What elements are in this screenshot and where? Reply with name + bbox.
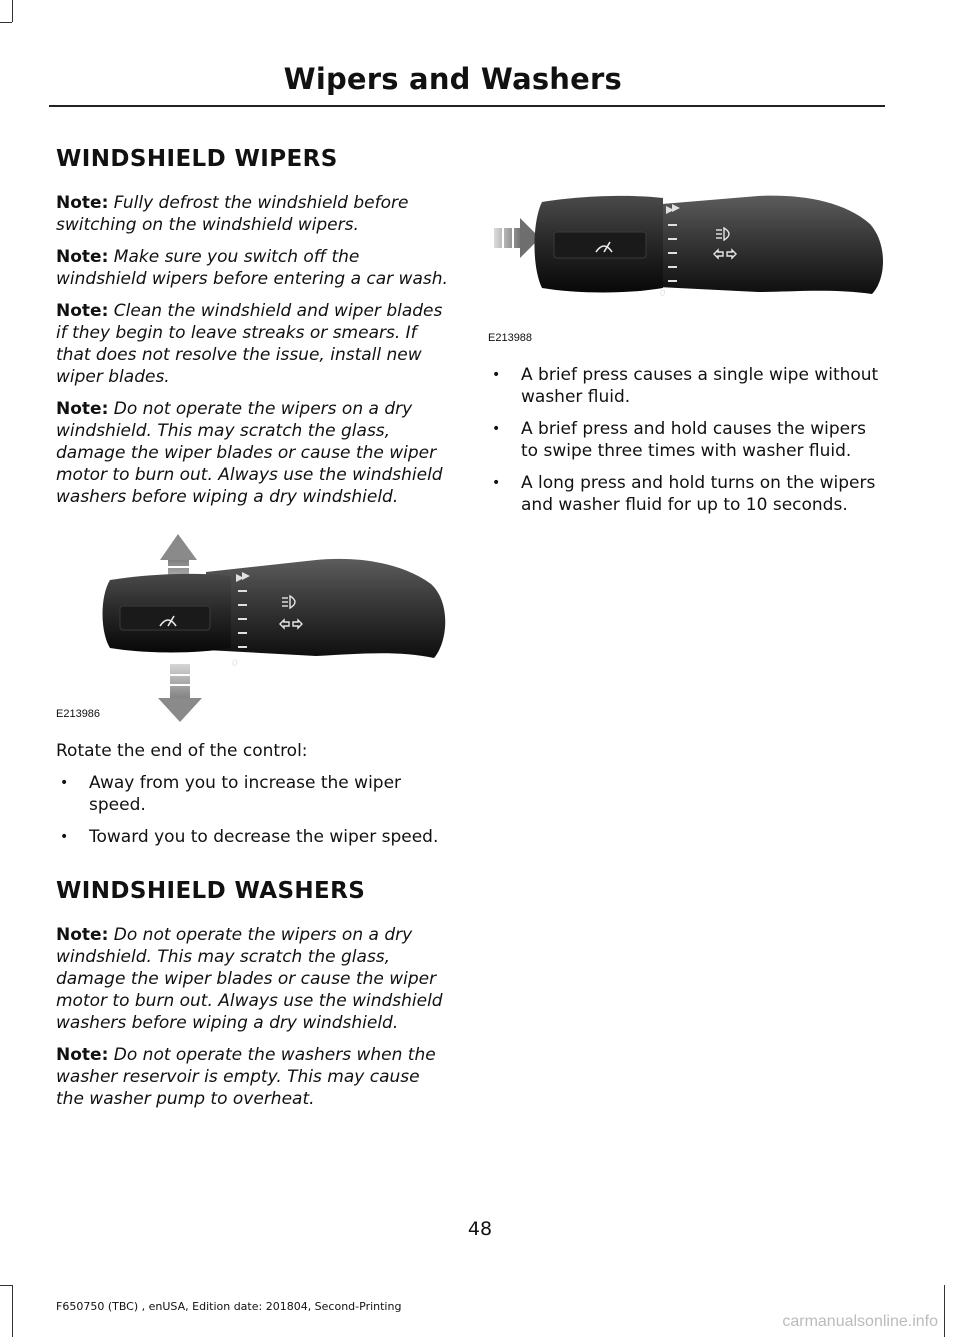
wiper-stalk-press-figure <box>488 188 888 346</box>
rotate-bullet-list <box>56 772 451 848</box>
zero-mark: 0 <box>660 288 666 298</box>
watermark: carmanualsonline.info <box>782 1313 938 1330</box>
wiper-stalk-illustration <box>56 532 451 724</box>
list-item: • A long press and hold turns on the wipers and washer fluid for up to 10 seconds. <box>488 472 888 516</box>
press-arrow-icon <box>494 218 540 258</box>
figure-code: E213986 <box>56 708 101 720</box>
crop-mark <box>12 0 13 22</box>
right-column <box>488 188 888 526</box>
note-text: Do not operate the wipers on a dry windshield. This may scratch the glass, damage the wiper blades or cause the wiper motor to burn out. Always use the windshield washers before wiping a dry windshield. <box>56 925 443 1033</box>
note <box>56 300 451 388</box>
note <box>56 192 451 236</box>
note-text: Do not operate the wipers on a dry windshield. This may scratch the glass, damage the wiper blades or cause the wiper motor to burn out. Always use the windshield washers before wiping a dry windshield. <box>56 399 443 507</box>
list-item: • A brief press and hold causes the wipers to swipe three times with washer fluid. <box>488 418 888 462</box>
note-label: Note: <box>56 301 109 321</box>
list-item: • A brief press causes a single wipe without washer fluid. <box>488 364 888 408</box>
rotate-intro: Rotate the end of the control: <box>56 741 308 761</box>
footer-edition: F650750 (TBC) , enUSA, Edition date: 201804, Second-Printing <box>56 1300 402 1313</box>
section-heading-wipers: WINDSHIELD WIPERS <box>56 146 338 172</box>
note-text: Fully defrost the windshield before switching on the windshield wipers. <box>56 193 409 235</box>
note <box>56 924 451 1034</box>
section-heading-washers: WINDSHIELD WASHERS <box>56 878 366 904</box>
note <box>56 1044 451 1110</box>
header-rule <box>49 105 885 107</box>
note-label: Note: <box>56 193 109 213</box>
crop-mark <box>0 1285 12 1286</box>
list-item: • Toward you to decrease the wiper speed. <box>56 826 451 848</box>
note-text: Clean the windshield and wiper blades if they begin to leave streaks or smears. If that does not resolve the issue, install new wiper blades. <box>56 301 443 387</box>
crop-mark <box>12 1285 13 1337</box>
note-label: Note: <box>56 247 109 267</box>
crop-mark <box>0 22 12 23</box>
figure-code: E213988 <box>488 332 533 344</box>
wiper-stalk-rotate-figure <box>56 532 451 724</box>
note <box>56 398 451 508</box>
note-label: Note: <box>56 1045 109 1065</box>
zero-mark: 0 <box>232 658 238 668</box>
wiper-stalk-press-illustration <box>488 188 888 328</box>
note-text: Make sure you switch off the windshield wipers before entering a car wash. <box>56 247 448 289</box>
page-number: 48 <box>467 1218 493 1240</box>
page-title: Wipers and Washers <box>283 62 622 96</box>
crop-mark <box>944 1285 945 1337</box>
note-text: Do not operate the washers when the washer reservoir is empty. This may cause the washer pump to overheat. <box>56 1045 436 1109</box>
note-label: Note: <box>56 925 109 945</box>
press-bullet-list <box>488 364 888 516</box>
list-item: • Away from you to increase the wiper speed. <box>56 772 451 816</box>
rotate-toward-arrow-icon <box>158 664 202 722</box>
note-label: Note: <box>56 399 109 419</box>
note <box>56 246 451 290</box>
left-column <box>56 146 451 1120</box>
